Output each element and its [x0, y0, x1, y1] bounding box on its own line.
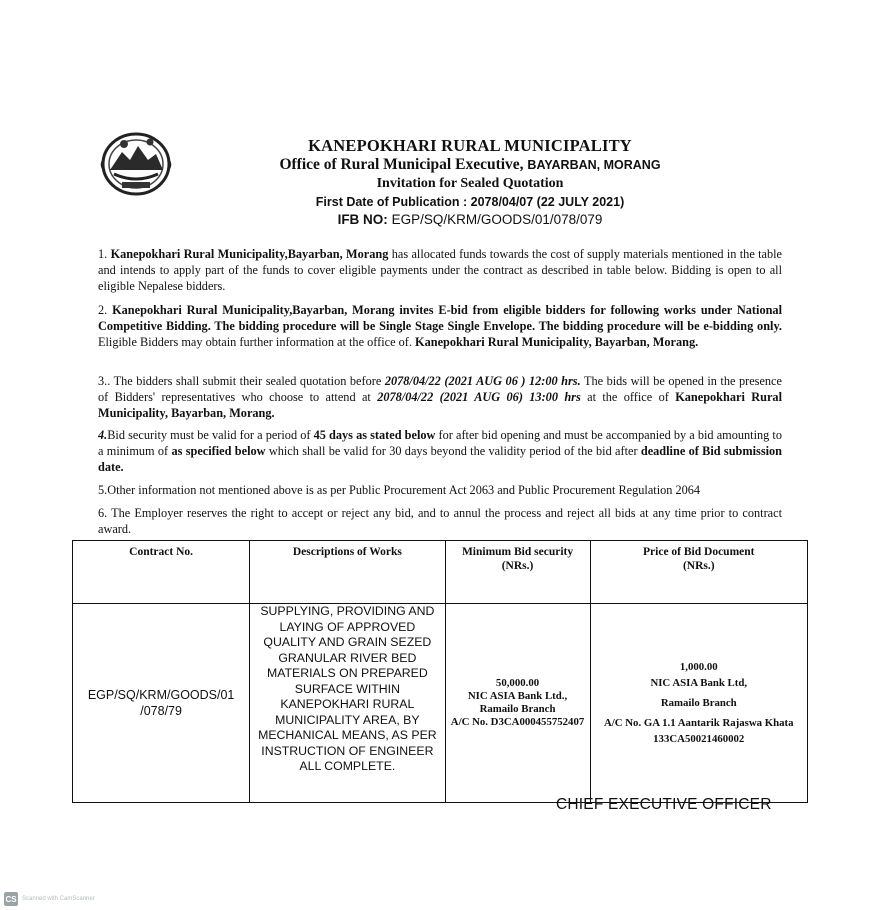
- p1-text: has allocated funds towards the cost of supply materials mentioned in the table and intends to apply part of the funds to cover eligible payments under the contract as described in table below. Bidding is open to all eligible Nepalese bidders.: [98, 247, 783, 293]
- price-branch: Ramailo Branch: [660, 697, 737, 709]
- p2-lead: 2.: [98, 303, 113, 317]
- paragraph-4: [98, 427, 782, 475]
- office-line: [200, 155, 740, 175]
- price-account-line1: A/C No. GA 1.1 Aantarik Rajaswa Khata: [603, 717, 794, 729]
- p1-municipality: Kanepokhari Rural Municipality,Bayarban, Morang: [110, 247, 389, 261]
- header-description: Descriptions of Works: [250, 541, 445, 604]
- p3-text-c: The bids will be opened in the presence of Bidders' representatives who choose to attend at: [98, 374, 782, 404]
- scanner-watermark: [4, 892, 95, 906]
- header-price-label: Price of Bid Document: [643, 546, 755, 558]
- p2-bold-text: Kanepokhari Rural Municipality,Bayarban, Morang invites E-bid from eligible bidders for following works under National Competitive Bidding. The bidding procedure will be Single Stage Single Envelope. The bidding procedure will be e-bidding only.: [98, 303, 782, 333]
- header-security-unit: (NRs.): [501, 560, 534, 572]
- paragraph-1: [98, 246, 782, 294]
- ifb-number: EGP/SQ/KRM/GOODS/01/078/079: [391, 212, 603, 227]
- header-contract-no: Contract No.: [73, 541, 250, 604]
- security-branch: Ramailo Branch: [479, 703, 556, 715]
- p4-text-d: for after bid opening and must be accompanied by a bid amounting to a minimum of: [98, 428, 782, 458]
- security-account: A/C No. D3CA000455752407: [450, 716, 585, 728]
- header-price: [590, 541, 807, 604]
- p4-lead: 4.: [98, 428, 108, 442]
- contract-no-line1: EGP/SQ/KRM/GOODS/01: [87, 688, 235, 702]
- ifb-label: IFB NO:: [337, 212, 388, 227]
- org-name: KANEPOKHARI RURAL MUNICIPALITY: [308, 136, 632, 155]
- price-account-line2: 133CA50021460002: [653, 733, 745, 745]
- ifb-number-line: [200, 211, 740, 229]
- p2-office: Kanepokhari Rural Municipality, Bayarban, Morang.: [415, 335, 699, 349]
- signature-title: CHIEF EXECUTIVE OFFICER: [556, 796, 772, 813]
- letterhead: [200, 136, 740, 229]
- paragraph-6: 6. The Employer reserves the right to accept or reject any bid, and to annul the process and reject all bids at any time prior to contract award.: [98, 506, 782, 536]
- p3-deadline: 2078/04/22 (2021 AUG 06 ) 12:00 hrs.: [384, 374, 581, 388]
- table-header-row: [73, 541, 808, 604]
- p4-specified: as specified below: [171, 444, 266, 458]
- bid-table: [72, 540, 808, 803]
- p2-text: Eligible Bidders may obtain further information at the office of.: [98, 335, 416, 349]
- publication-date: First Date of Publication : 2078/04/07 (22 JULY 2021): [315, 195, 625, 209]
- p4-text-b: Bid security must be valid for a period of: [107, 428, 314, 442]
- p3-office: Kanepokhari Rural Municipality, Bayarban, Morang.: [98, 390, 782, 420]
- table-row: [73, 604, 808, 803]
- office-name: Office of Rural Municipal Executive,: [279, 156, 524, 173]
- paragraph-3: [98, 373, 782, 421]
- paragraph-5: 5.Other information not mentioned above is as per Public Procurement Act 2063 and Public Procurement Regulation 2064: [98, 483, 701, 497]
- description-cell: SUPPLYING, PROVIDING AND LAYING OF APPROVED QUALITY AND GRAIN SEZED GRANULAR RIVER BED MATERIALS ON PREPARED SURFACE WITHIN KANEPOKHARI RURAL MUNICIPALITY AREA, BY MECHANICAL MEANS, AS PER INSTRUCTION OF ENGINEER ALL COMPLETE.: [250, 604, 445, 803]
- p4-deadline: deadline of Bid submission date.: [98, 444, 783, 474]
- camscanner-icon: CS: [4, 892, 18, 906]
- price-cell: [590, 604, 807, 803]
- contract-no-line2: /078/79: [140, 704, 182, 718]
- security-amount: 50,000.00: [495, 677, 540, 689]
- p3-text-a: 3.. The bidders shall submit their sealed quotation before: [98, 374, 385, 388]
- p3-opening-time: 2078/04/22 (2021 AUG 06) 13:00 hrs: [377, 390, 581, 404]
- p4-validity: 45 days as stated below: [313, 428, 436, 442]
- p4-text-f: which shall be valid for 30 days beyond the validity period of the bid after: [265, 444, 641, 458]
- p3-text-e: at the office of: [580, 390, 676, 404]
- p1-lead: 1.: [98, 247, 111, 261]
- security-bank: NIC ASIA Bank Ltd.,: [467, 690, 568, 702]
- paragraph-2: [98, 302, 782, 350]
- invitation-title: Invitation for Sealed Quotation: [376, 176, 564, 191]
- scanner-text: Scanned with CamScanner: [22, 896, 95, 902]
- contract-no-cell: [73, 604, 250, 803]
- price-amount: 1,000.00: [679, 661, 718, 673]
- header-bid-security: [445, 541, 590, 604]
- price-bank: NIC ASIA Bank Ltd,: [650, 677, 748, 689]
- municipality-emblem-icon: [100, 130, 172, 196]
- office-place: BAYARBAN, MORANG: [527, 158, 661, 172]
- header-security-label: Minimum Bid security: [461, 546, 574, 558]
- header-price-unit: (NRs.): [682, 560, 715, 572]
- bid-security-cell: [445, 604, 590, 803]
